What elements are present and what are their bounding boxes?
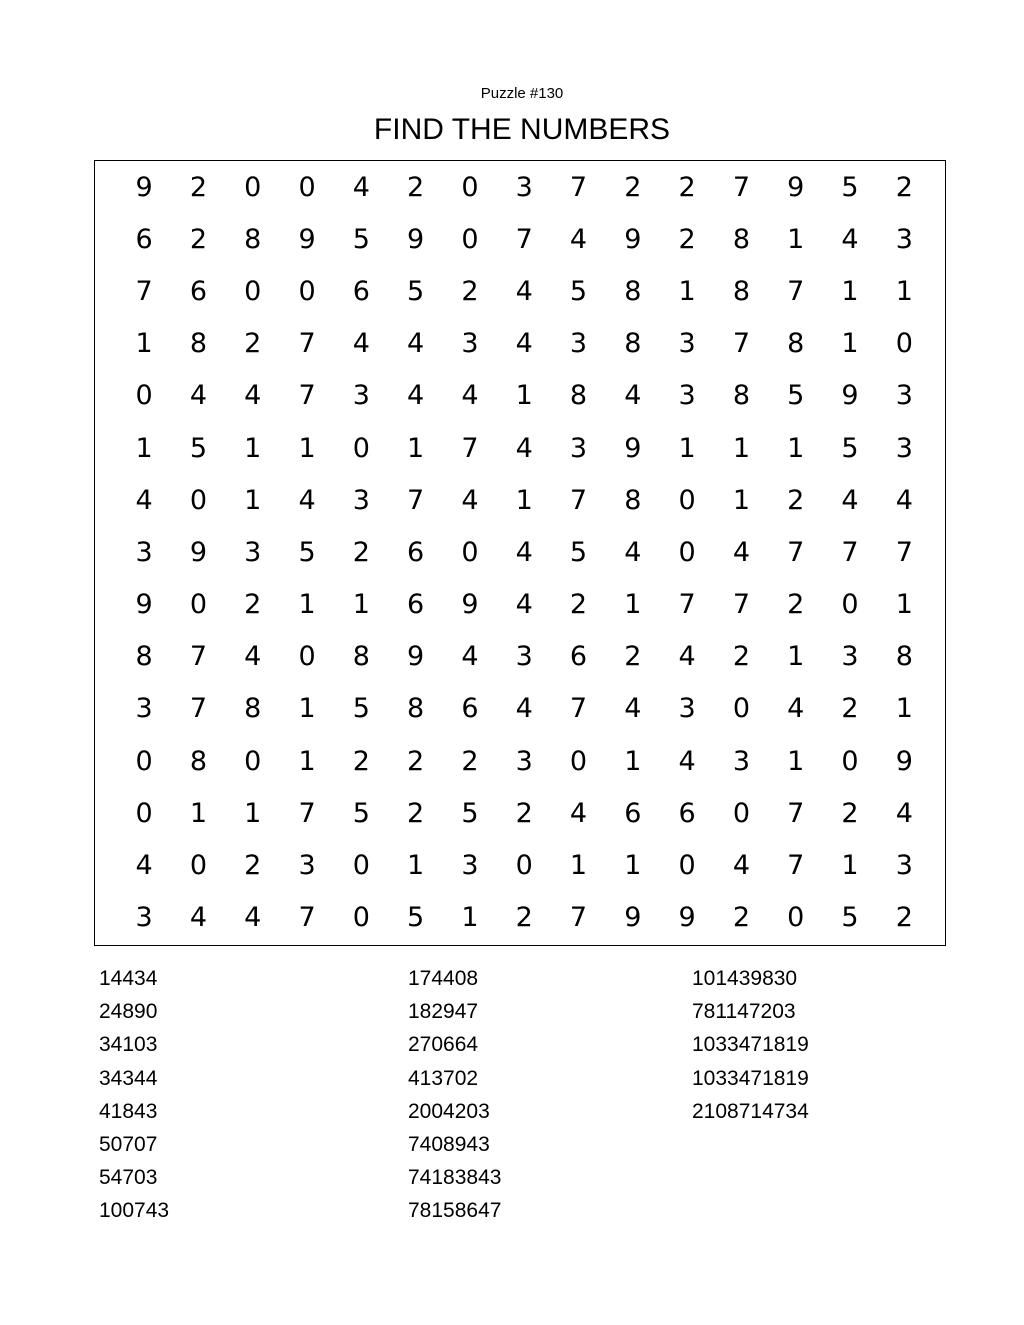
grid-cell[interactable]: 1 [732, 432, 750, 464]
grid-cell[interactable]: 7 [732, 328, 750, 360]
grid-cell[interactable]: 3 [461, 328, 479, 360]
grid-cell[interactable]: 7 [569, 171, 588, 203]
grid-cell[interactable]: 1 [569, 850, 588, 882]
grid-cell[interactable]: 1 [895, 589, 913, 621]
grid-cell[interactable]: 1 [189, 797, 208, 829]
grid-cell[interactable]: 4 [841, 223, 859, 255]
grid-cell[interactable]: 8 [732, 380, 750, 412]
grid-cell[interactable]: 5 [352, 223, 370, 255]
grid-cell[interactable]: 7 [298, 328, 316, 360]
grid-cell[interactable]: 5 [352, 797, 370, 829]
grid-cell[interactable]: 5 [352, 693, 370, 725]
grid-cell[interactable]: 0 [298, 275, 316, 307]
grid-cell[interactable]: 6 [407, 536, 425, 568]
word-list-item: 174408 [408, 967, 479, 990]
word-list-item: 34344 [99, 1066, 158, 1090]
grid-cell[interactable]: 7 [841, 536, 859, 568]
grid-cell[interactable]: 0 [352, 432, 370, 464]
grid-cell[interactable]: 4 [298, 484, 316, 516]
grid-cell[interactable]: 5 [841, 432, 859, 464]
word-list-item: 14434 [99, 967, 158, 990]
grid-cell[interactable]: 3 [678, 693, 696, 725]
grid-cell[interactable]: 9 [624, 902, 642, 934]
grid-cell[interactable]: 3 [515, 745, 533, 777]
grid-cell[interactable]: 1 [895, 275, 913, 307]
grid-cell[interactable]: 1 [787, 641, 805, 673]
grid-cell[interactable]: 6 [461, 693, 479, 725]
word-list-item: 34103 [99, 1033, 158, 1057]
grid-cell[interactable]: 0 [678, 536, 696, 568]
word-list-item: 1033471819 [692, 1066, 809, 1090]
grid-cell[interactable]: 1 [407, 850, 425, 882]
grid-cell[interactable]: 7 [298, 380, 316, 412]
grid-cell[interactable]: 9 [841, 380, 859, 412]
grid-cell[interactable]: 0 [732, 797, 750, 829]
grid-cell[interactable]: 3 [515, 641, 533, 673]
word-list-item: 50707 [99, 1133, 158, 1157]
word-list-item: 2004203 [408, 1099, 490, 1123]
grid-cell[interactable]: 1 [244, 797, 262, 829]
grid-cell[interactable]: 9 [624, 432, 642, 464]
grid-cell[interactable]: 8 [787, 328, 805, 360]
grid-cell[interactable]: 8 [189, 745, 208, 777]
grid-cell[interactable]: 7 [787, 275, 805, 307]
grid-cell[interactable]: 8 [407, 693, 425, 725]
grid-cell[interactable]: 0 [515, 850, 533, 882]
grid-cell[interactable]: 0 [298, 641, 316, 673]
grid-cell[interactable]: 7 [569, 902, 588, 934]
grid-cell[interactable]: 9 [624, 223, 642, 255]
grid-cell[interactable]: 6 [678, 797, 696, 829]
grid-cell[interactable]: 3 [895, 850, 913, 882]
grid-cell[interactable]: 1 [624, 589, 642, 621]
grid-cell[interactable]: 0 [461, 171, 479, 203]
grid-cell[interactable]: 0 [135, 745, 153, 777]
grid-cell[interactable]: 5 [569, 275, 588, 307]
grid-cell[interactable]: 0 [135, 797, 153, 829]
grid-cell[interactable]: 3 [895, 380, 913, 412]
grid-cell[interactable]: 9 [189, 536, 208, 568]
grid-cell[interactable]: 4 [244, 641, 262, 673]
grid-cell[interactable]: 8 [624, 484, 642, 516]
word-list-item: 74183843 [408, 1166, 502, 1190]
grid-cell[interactable]: 3 [244, 536, 262, 568]
grid-cell[interactable]: 3 [569, 328, 588, 360]
grid-cell[interactable]: 2 [407, 797, 425, 829]
grid-cell[interactable]: 2 [189, 223, 208, 255]
grid-cell[interactable]: 4 [244, 902, 262, 934]
grid-cell[interactable]: 1 [298, 589, 316, 621]
grid-cell[interactable]: 8 [624, 328, 642, 360]
grid-cell[interactable]: 1 [515, 484, 533, 516]
grid-cell[interactable]: 4 [244, 380, 262, 412]
word-list-column-2 [408, 962, 501, 1228]
word-list-item: 270664 [408, 1033, 479, 1057]
word-list-item: 413702 [408, 1066, 479, 1090]
grid-cell[interactable]: 7 [135, 275, 153, 307]
grid-cell[interactable]: 8 [244, 223, 262, 255]
grid-cell[interactable]: 5 [189, 432, 208, 464]
grid-cell[interactable]: 4 [352, 171, 370, 203]
grid-cell[interactable]: 5 [841, 902, 859, 934]
grid-cell[interactable]: 4 [407, 328, 425, 360]
grid-cell[interactable]: 2 [732, 641, 750, 673]
word-list-item: 41843 [99, 1099, 158, 1123]
word-list-item: 78158647 [408, 1199, 502, 1223]
grid-cell[interactable]: 7 [895, 536, 913, 568]
grid-cell[interactable]: 5 [407, 902, 425, 934]
grid-cell[interactable]: 8 [624, 275, 642, 307]
grid-cell[interactable]: 1 [298, 745, 316, 777]
grid-cell[interactable]: 1 [787, 432, 805, 464]
grid-cell[interactable]: 1 [732, 484, 750, 516]
grid-cell[interactable]: 4 [841, 484, 859, 516]
grid-cell[interactable]: 4 [461, 380, 479, 412]
word-list-item: 101439830 [692, 967, 798, 990]
grid-cell[interactable]: 2 [244, 850, 262, 882]
grid-cell[interactable]: 7 [787, 850, 805, 882]
grid-cell[interactable]: 0 [189, 589, 208, 621]
grid-cell[interactable]: 8 [352, 641, 370, 673]
grid-cell[interactable]: 1 [841, 328, 859, 360]
grid-cell[interactable]: 1 [461, 902, 479, 934]
grid-cell[interactable]: 3 [135, 693, 153, 725]
grid-cell[interactable]: 3 [135, 536, 153, 568]
word-list-item: 781147203 [692, 1000, 796, 1024]
grid-cell[interactable]: 2 [624, 171, 642, 203]
grid-cell[interactable]: 4 [352, 328, 370, 360]
grid-cell[interactable]: 3 [569, 432, 588, 464]
grid-cell[interactable]: 7 [189, 641, 208, 673]
grid-cell[interactable]: 4 [678, 641, 696, 673]
grid-cell[interactable]: 0 [841, 745, 859, 777]
grid-cell[interactable]: 9 [135, 171, 153, 203]
grid-cell[interactable]: 2 [407, 745, 425, 777]
grid-cell[interactable]: 0 [244, 171, 262, 203]
grid-cell[interactable]: 4 [461, 484, 479, 516]
grid-cell[interactable]: 2 [732, 902, 750, 934]
grid-cell[interactable]: 1 [678, 432, 696, 464]
grid-cell[interactable]: 1 [298, 432, 316, 464]
grid-cell[interactable]: 7 [189, 693, 208, 725]
grid-cell[interactable]: 0 [244, 745, 262, 777]
grid-cell[interactable]: 9 [461, 589, 479, 621]
grid-cell[interactable]: 2 [461, 745, 479, 777]
word-list-item: 100743 [99, 1199, 170, 1223]
grid-cell[interactable]: 0 [569, 745, 588, 777]
grid-cell[interactable]: 3 [841, 641, 859, 673]
grid-cell[interactable]: 2 [244, 328, 262, 360]
grid-cell[interactable]: 2 [352, 745, 370, 777]
grid-cell[interactable]: 3 [298, 850, 316, 882]
grid-cell[interactable]: 5 [787, 380, 805, 412]
grid-cell[interactable]: 2 [624, 641, 642, 673]
grid-cell[interactable]: 3 [135, 902, 153, 934]
grid-cell[interactable]: 2 [895, 171, 913, 203]
grid-cell[interactable]: 7 [461, 432, 479, 464]
grid-cell[interactable]: 7 [298, 797, 316, 829]
grid-cell[interactable]: 6 [624, 797, 642, 829]
grid-cell[interactable]: 5 [298, 536, 316, 568]
grid-cell[interactable]: 7 [787, 536, 805, 568]
puzzle-number: Puzzle #130 [480, 85, 564, 102]
page-title: FIND THE NUMBERS [373, 113, 671, 146]
grid-cell[interactable]: 0 [461, 536, 479, 568]
grid-cell[interactable]: 0 [895, 328, 913, 360]
grid-cell[interactable]: 8 [135, 641, 153, 673]
number-grid [117, 161, 931, 944]
grid-cell[interactable]: 5 [841, 171, 859, 203]
grid-cell[interactable]: 1 [244, 432, 262, 464]
grid-cell[interactable]: 4 [461, 641, 479, 673]
grid-cell[interactable]: 2 [895, 902, 913, 934]
grid-cell[interactable]: 4 [515, 328, 533, 360]
grid-cell[interactable]: 1 [841, 275, 859, 307]
grid-cell[interactable]: 4 [515, 693, 533, 725]
grid-cell[interactable]: 8 [189, 328, 208, 360]
word-list-column-3 [692, 962, 809, 1128]
grid-cell[interactable]: 4 [515, 432, 533, 464]
grid-cell[interactable]: 7 [787, 797, 805, 829]
grid-cell[interactable]: 7 [678, 589, 696, 621]
grid-cell[interactable]: 3 [732, 745, 750, 777]
grid-cell[interactable]: 1 [895, 693, 913, 725]
grid-cell[interactable]: 4 [787, 693, 805, 725]
grid-cell[interactable]: 1 [135, 432, 153, 464]
grid-cell[interactable]: 2 [787, 589, 805, 621]
grid-cell[interactable]: 2 [678, 171, 696, 203]
grid-cell[interactable]: 4 [135, 850, 153, 882]
grid-cell[interactable]: 1 [624, 850, 642, 882]
grid-cell[interactable]: 1 [298, 693, 316, 725]
grid-cell[interactable]: 4 [895, 484, 913, 516]
grid-cell[interactable]: 4 [189, 380, 208, 412]
word-list-column-1 [99, 962, 169, 1228]
grid-cell[interactable]: 3 [678, 328, 696, 360]
grid-cell[interactable]: 7 [569, 484, 588, 516]
grid-cell[interactable]: 3 [352, 380, 370, 412]
grid-cell[interactable]: 0 [732, 693, 750, 725]
grid-cell[interactable]: 4 [624, 380, 642, 412]
grid-cell[interactable]: 1 [515, 380, 533, 412]
grid-cell[interactable]: 4 [569, 223, 588, 255]
grid-cell[interactable]: 7 [298, 902, 316, 934]
grid-cell[interactable]: 6 [135, 223, 153, 255]
grid-cell[interactable]: 0 [841, 589, 859, 621]
grid-cell[interactable]: 2 [515, 797, 533, 829]
grid-cell[interactable]: 7 [569, 693, 588, 725]
grid-cell[interactable]: 3 [515, 171, 533, 203]
grid-cell[interactable]: 1 [407, 432, 425, 464]
grid-cell[interactable]: 9 [678, 902, 696, 934]
grid-cell[interactable]: 0 [135, 380, 153, 412]
grid-cell[interactable]: 0 [787, 902, 805, 934]
grid-cell[interactable]: 6 [407, 589, 425, 621]
grid-cell[interactable]: 1 [352, 589, 370, 621]
grid-cell[interactable]: 1 [787, 223, 805, 255]
grid-cell[interactable]: 6 [352, 275, 370, 307]
grid-cell[interactable]: 0 [189, 484, 208, 516]
grid-cell[interactable]: 2 [407, 171, 425, 203]
grid-cell[interactable]: 0 [298, 171, 316, 203]
grid-cell[interactable]: 6 [189, 275, 208, 307]
grid-cell[interactable]: 3 [895, 432, 913, 464]
word-list-item: 2108714734 [692, 1099, 809, 1123]
grid-cell[interactable]: 1 [841, 850, 859, 882]
grid-cell[interactable]: 3 [678, 380, 696, 412]
word-list-item: 7408943 [408, 1133, 490, 1157]
grid-cell[interactable]: 0 [678, 850, 696, 882]
grid-cell[interactable]: 1 [787, 745, 805, 777]
grid-cell[interactable]: 0 [244, 275, 262, 307]
grid-cell[interactable]: 2 [189, 171, 208, 203]
grid-cell[interactable]: 2 [461, 275, 479, 307]
word-list-item: 24890 [99, 1000, 158, 1024]
grid-cell[interactable]: 9 [895, 745, 913, 777]
grid-cell[interactable]: 2 [569, 589, 588, 621]
grid-cell[interactable]: 5 [407, 275, 425, 307]
grid-cell[interactable]: 2 [841, 797, 859, 829]
grid-cell[interactable]: 5 [461, 797, 479, 829]
grid-cell[interactable]: 2 [352, 536, 370, 568]
grid-cell[interactable]: 8 [732, 223, 750, 255]
grid-cell[interactable]: 9 [407, 223, 425, 255]
grid-cell[interactable]: 2 [244, 589, 262, 621]
grid-cell[interactable]: 4 [732, 850, 750, 882]
grid-cell[interactable]: 2 [678, 223, 696, 255]
grid-cell[interactable]: 0 [461, 223, 479, 255]
grid-cell[interactable]: 2 [787, 484, 805, 516]
grid-cell[interactable]: 4 [189, 902, 208, 934]
grid-cell[interactable]: 6 [569, 641, 588, 673]
grid-cell[interactable]: 7 [732, 589, 750, 621]
grid-cell[interactable]: 4 [732, 536, 750, 568]
grid-cell[interactable]: 4 [569, 797, 588, 829]
grid-cell[interactable]: 7 [732, 171, 750, 203]
word-list-item: 1033471819 [692, 1033, 809, 1057]
grid-cell[interactable]: 4 [515, 589, 533, 621]
grid-cell[interactable]: 3 [352, 484, 370, 516]
grid-cell[interactable]: 8 [569, 380, 588, 412]
grid-cell[interactable]: 0 [352, 850, 370, 882]
grid-cell[interactable]: 2 [841, 693, 859, 725]
grid-cell[interactable]: 3 [461, 850, 479, 882]
grid-cell[interactable]: 4 [624, 693, 642, 725]
grid-cell[interactable]: 3 [895, 223, 913, 255]
grid-cell[interactable]: 9 [407, 641, 425, 673]
grid-cell[interactable]: 8 [732, 275, 750, 307]
grid-cell[interactable]: 4 [135, 484, 153, 516]
grid-cell[interactable]: 1 [135, 328, 153, 360]
grid-cell[interactable]: 4 [515, 275, 533, 307]
grid-cell[interactable]: 4 [895, 797, 913, 829]
grid-cell[interactable]: 7 [515, 223, 533, 255]
grid-cell[interactable]: 9 [787, 171, 805, 203]
word-list-item: 54703 [99, 1166, 158, 1190]
grid-cell[interactable]: 1 [678, 275, 696, 307]
grid-cell[interactable]: 7 [407, 484, 425, 516]
grid-cell[interactable]: 4 [624, 536, 642, 568]
grid-cell[interactable]: 4 [407, 380, 425, 412]
grid-cell[interactable]: 4 [678, 745, 696, 777]
grid-cell[interactable]: 8 [895, 641, 913, 673]
grid-cell[interactable]: 2 [515, 902, 533, 934]
grid-cell[interactable]: 0 [189, 850, 208, 882]
word-list-item: 182947 [408, 1000, 479, 1024]
grid-cell[interactable]: 4 [515, 536, 533, 568]
grid-cell[interactable]: 1 [624, 745, 642, 777]
grid-cell[interactable]: 9 [298, 223, 316, 255]
grid-cell[interactable]: 0 [352, 902, 370, 934]
grid-cell[interactable]: 5 [569, 536, 588, 568]
grid-cell[interactable]: 9 [135, 589, 153, 621]
grid-cell[interactable]: 8 [244, 693, 262, 725]
grid-cell[interactable]: 1 [244, 484, 262, 516]
grid-cell[interactable]: 0 [678, 484, 696, 516]
